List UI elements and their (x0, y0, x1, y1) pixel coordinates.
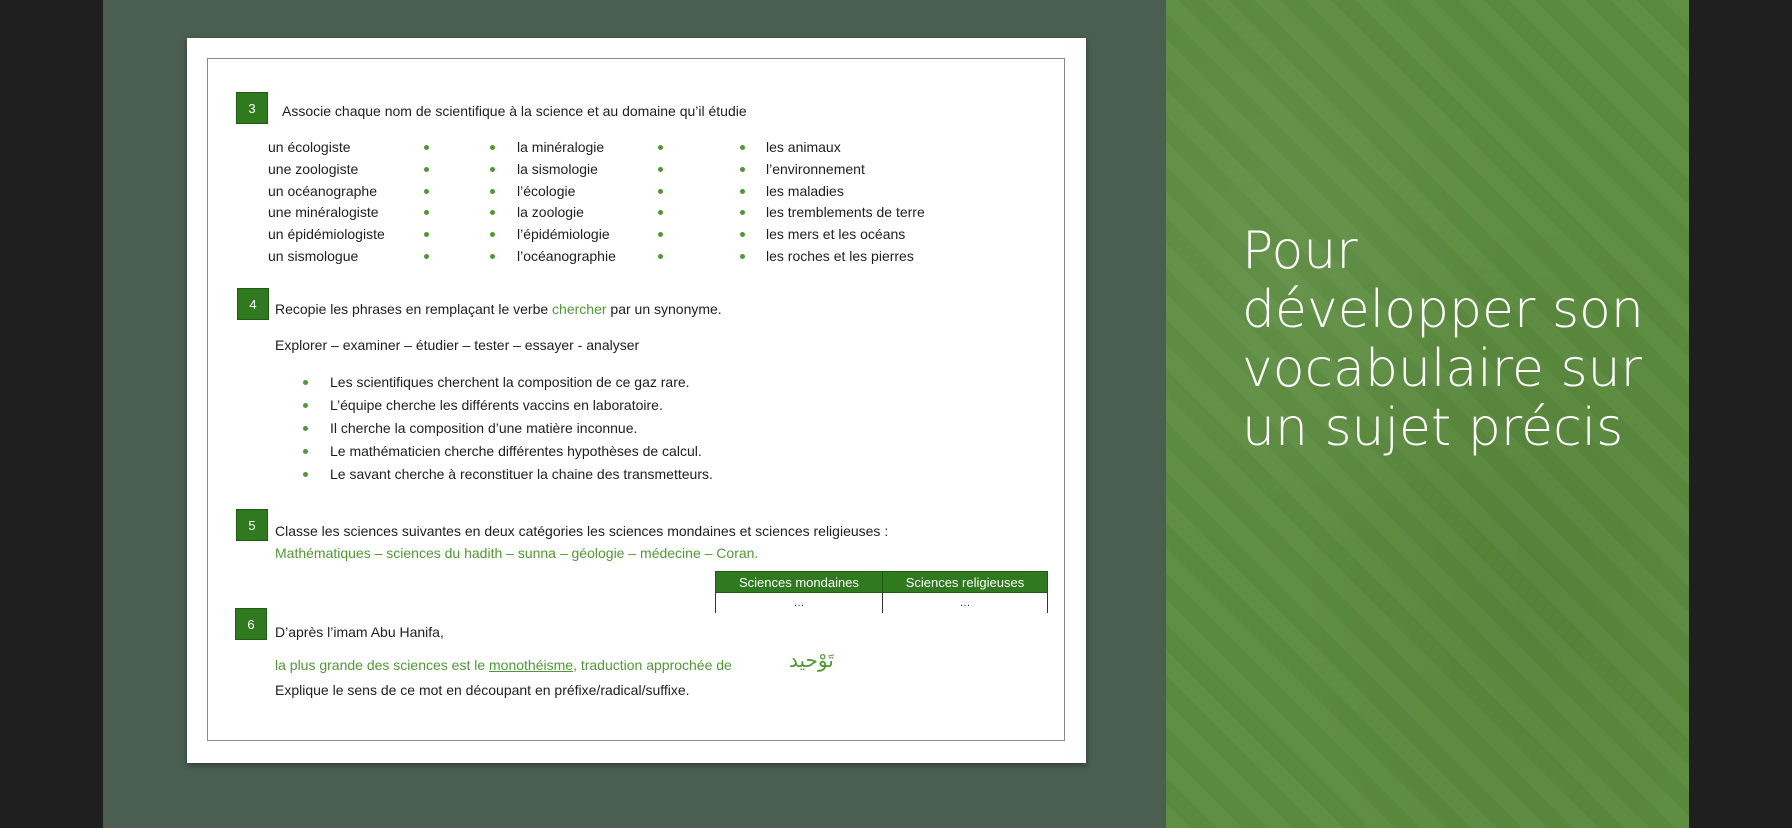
sentence-item: L’équipe cherche les différents vaccins en laboratoire. (330, 397, 663, 413)
synonyms-list: Explorer – examiner – étudier – tester – essayer - analyser (275, 337, 640, 353)
match-dot[interactable] (658, 254, 663, 259)
match-dot[interactable] (490, 145, 495, 150)
match-dot[interactable] (740, 254, 745, 259)
domain-item: les animaux (766, 139, 841, 155)
quote-text: , traduction approchée de (573, 657, 732, 673)
slide (103, 0, 1689, 828)
scientist-item: un écologiste (268, 139, 351, 155)
sentence-item: Le mathématicien cherche différentes hypothèses de calcul. (330, 443, 702, 459)
match-dot[interactable] (658, 210, 663, 215)
match-dot[interactable] (424, 189, 429, 194)
science-item: l’épidémiologie (517, 226, 610, 242)
bullet-dot (303, 380, 308, 385)
science-item: la zoologie (517, 204, 584, 220)
exercise-6-line1: D’après l’imam Abu Hanifa, (275, 624, 444, 640)
match-dot[interactable] (490, 254, 495, 259)
match-dot[interactable] (658, 189, 663, 194)
match-dot[interactable] (424, 232, 429, 237)
exercise-6-line2 (275, 656, 732, 674)
science-item: la minéralogie (517, 139, 605, 155)
match-dot[interactable] (424, 145, 429, 150)
match-dot[interactable] (740, 145, 745, 150)
bullet-dot (303, 426, 308, 431)
highlighted-verb: chercher (552, 301, 607, 317)
instruction-text: Recopie les phrases en remplaçant le verbe (275, 301, 553, 317)
scientist-item: une minéralogiste (268, 204, 379, 220)
exercise-5-instruction: Classe les sciences suivantes en deux catégories les sciences mondaines et sciences religieuses : (275, 523, 889, 539)
match-dot[interactable] (658, 232, 663, 237)
table-cell[interactable]: … (882, 593, 1047, 613)
domain-item: les mers et les océans (766, 226, 906, 242)
worksheet-image (187, 38, 1086, 763)
right-letterbox (1689, 0, 1792, 828)
table-header: Sciences religieuses (882, 572, 1047, 593)
bullet-dot (303, 403, 308, 408)
science-item: la sismologie (517, 161, 598, 177)
science-item: l’écologie (517, 183, 576, 199)
match-dot[interactable] (424, 254, 429, 259)
sciences-list: Mathématiques – sciences du hadith – sunna – géologie – médecine – Coran. (275, 545, 759, 561)
match-dot[interactable] (740, 167, 745, 172)
slide-title: Pour développer son vocabulaire sur un sujet précis (1242, 221, 1644, 458)
classification-table (715, 571, 1048, 613)
instruction-text: par un synonyme. (606, 301, 722, 317)
science-item: l’océanographie (517, 248, 616, 264)
match-dot[interactable] (424, 210, 429, 215)
match-dot[interactable] (490, 189, 495, 194)
monotheisme-link: monothéisme (489, 657, 574, 673)
scientist-item: un sismologue (268, 248, 359, 264)
table-cell[interactable]: … (716, 593, 883, 613)
match-dot[interactable] (658, 167, 663, 172)
sentence-item: Il cherche la composition d’une matière inconnue. (330, 420, 638, 436)
match-dot[interactable] (740, 210, 745, 215)
sentence-item: Les scientifiques cherchent la composition de ce gaz rare. (330, 374, 690, 390)
domain-item: les roches et les pierres (766, 248, 914, 264)
title-panel (1166, 0, 1689, 828)
scientist-item: un océanographe (268, 183, 377, 199)
exercise-4-badge: 4 (237, 288, 269, 320)
exercise-3-instruction: Associe chaque nom de scientifique à la science et au domaine qu’il étudie (282, 103, 747, 119)
left-letterbox (0, 0, 103, 828)
exercise-4-instruction (275, 300, 722, 318)
exercise-3-badge: 3 (236, 92, 268, 124)
match-dot[interactable] (424, 167, 429, 172)
exercise-6-line3: Explique le sens de ce mot en découpant en préfixe/radical/suffixe. (275, 682, 690, 698)
quote-text: la plus grande des sciences est le (275, 657, 490, 673)
match-dot[interactable] (490, 167, 495, 172)
match-dot[interactable] (740, 232, 745, 237)
match-dot[interactable] (490, 232, 495, 237)
domain-item: les maladies (766, 183, 844, 199)
bullet-dot (303, 472, 308, 477)
match-dot[interactable] (740, 189, 745, 194)
bullet-dot (303, 449, 308, 454)
exercise-5-badge: 5 (236, 509, 268, 541)
exercise-6-badge: 6 (235, 608, 267, 640)
sentence-item: Le savant cherche à reconstituer la chaine des transmetteurs. (330, 466, 713, 482)
match-dot[interactable] (658, 145, 663, 150)
scientist-item: un épidémiologiste (268, 226, 385, 242)
match-dot[interactable] (490, 210, 495, 215)
arabic-word: تَوْحيد (789, 648, 834, 672)
domain-item: l’environnement (766, 161, 865, 177)
scientist-item: une zoologiste (268, 161, 359, 177)
table-header: Sciences mondaines (716, 572, 883, 593)
domain-item: les tremblements de terre (766, 204, 925, 220)
